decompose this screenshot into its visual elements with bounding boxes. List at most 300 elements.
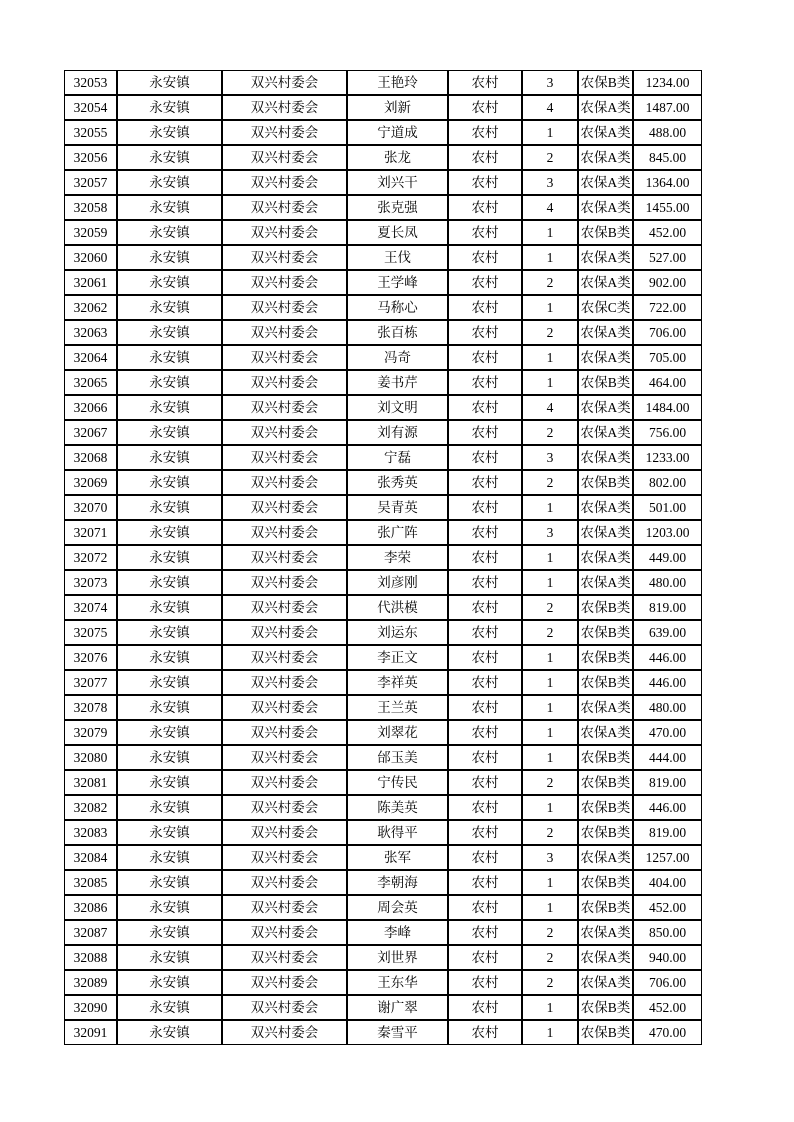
cell-residence: 农村 <box>448 720 522 745</box>
cell-village: 双兴村委会 <box>222 770 347 795</box>
table-row <box>64 795 702 820</box>
cell-town: 永安镇 <box>117 245 222 270</box>
cell-count: 1 <box>522 370 578 395</box>
cell-village: 双兴村委会 <box>222 220 347 245</box>
table-row <box>64 620 702 645</box>
table-row <box>64 95 702 120</box>
cell-town: 永安镇 <box>117 495 222 520</box>
cell-count: 2 <box>522 270 578 295</box>
cell-count: 1 <box>522 745 578 770</box>
cell-count: 4 <box>522 195 578 220</box>
cell-town: 永安镇 <box>117 170 222 195</box>
cell-town: 永安镇 <box>117 645 222 670</box>
cell-town: 永安镇 <box>117 370 222 395</box>
cell-name: 张百栋 <box>347 320 448 345</box>
cell-residence: 农村 <box>448 370 522 395</box>
cell-amount: 470.00 <box>633 1020 702 1045</box>
cell-id: 32076 <box>64 645 117 670</box>
cell-count: 2 <box>522 470 578 495</box>
cell-name: 刘新 <box>347 95 448 120</box>
cell-count: 3 <box>522 170 578 195</box>
cell-village: 双兴村委会 <box>222 245 347 270</box>
cell-town: 永安镇 <box>117 195 222 220</box>
cell-count: 2 <box>522 320 578 345</box>
cell-count: 1 <box>522 795 578 820</box>
table-row <box>64 845 702 870</box>
cell-amount: 446.00 <box>633 795 702 820</box>
cell-name: 王东华 <box>347 970 448 995</box>
cell-count: 1 <box>522 345 578 370</box>
table-row <box>64 695 702 720</box>
cell-residence: 农村 <box>448 445 522 470</box>
cell-village: 双兴村委会 <box>222 345 347 370</box>
cell-id: 32072 <box>64 545 117 570</box>
cell-residence: 农村 <box>448 145 522 170</box>
cell-amount: 480.00 <box>633 695 702 720</box>
cell-town: 永安镇 <box>117 220 222 245</box>
cell-name: 马称心 <box>347 295 448 320</box>
cell-count: 2 <box>522 770 578 795</box>
cell-name: 刘兴干 <box>347 170 448 195</box>
cell-town: 永安镇 <box>117 845 222 870</box>
cell-insurance_type: 农保B类 <box>578 820 633 845</box>
cell-amount: 404.00 <box>633 870 702 895</box>
cell-name: 宁道成 <box>347 120 448 145</box>
cell-residence: 农村 <box>448 295 522 320</box>
cell-amount: 1484.00 <box>633 395 702 420</box>
table-row <box>64 495 702 520</box>
cell-residence: 农村 <box>448 520 522 545</box>
cell-village: 双兴村委会 <box>222 470 347 495</box>
table-row <box>64 970 702 995</box>
cell-residence: 农村 <box>448 670 522 695</box>
cell-town: 永安镇 <box>117 695 222 720</box>
cell-residence: 农村 <box>448 595 522 620</box>
cell-village: 双兴村委会 <box>222 895 347 920</box>
cell-amount: 802.00 <box>633 470 702 495</box>
cell-amount: 845.00 <box>633 145 702 170</box>
cell-id: 32089 <box>64 970 117 995</box>
cell-insurance_type: 农保A类 <box>578 395 633 420</box>
cell-village: 双兴村委会 <box>222 570 347 595</box>
cell-id: 32075 <box>64 620 117 645</box>
cell-amount: 501.00 <box>633 495 702 520</box>
cell-residence: 农村 <box>448 320 522 345</box>
cell-town: 永安镇 <box>117 395 222 420</box>
records-table-body <box>64 70 702 1045</box>
cell-id: 32087 <box>64 920 117 945</box>
cell-village: 双兴村委会 <box>222 120 347 145</box>
cell-name: 夏长凤 <box>347 220 448 245</box>
cell-amount: 449.00 <box>633 545 702 570</box>
cell-count: 2 <box>522 145 578 170</box>
cell-village: 双兴村委会 <box>222 845 347 870</box>
cell-count: 1 <box>522 545 578 570</box>
cell-town: 永安镇 <box>117 770 222 795</box>
cell-amount: 1233.00 <box>633 445 702 470</box>
cell-amount: 1257.00 <box>633 845 702 870</box>
cell-name: 李正文 <box>347 645 448 670</box>
cell-amount: 480.00 <box>633 570 702 595</box>
cell-residence: 农村 <box>448 620 522 645</box>
cell-id: 32062 <box>64 295 117 320</box>
cell-amount: 902.00 <box>633 270 702 295</box>
cell-id: 32054 <box>64 95 117 120</box>
cell-name: 张秀英 <box>347 470 448 495</box>
cell-residence: 农村 <box>448 120 522 145</box>
cell-amount: 1455.00 <box>633 195 702 220</box>
cell-village: 双兴村委会 <box>222 95 347 120</box>
cell-name: 秦雪平 <box>347 1020 448 1045</box>
cell-residence: 农村 <box>448 470 522 495</box>
cell-amount: 756.00 <box>633 420 702 445</box>
table-row <box>64 445 702 470</box>
cell-name: 李祥英 <box>347 670 448 695</box>
cell-village: 双兴村委会 <box>222 195 347 220</box>
table-row <box>64 720 702 745</box>
cell-village: 双兴村委会 <box>222 1020 347 1045</box>
cell-name: 刘世界 <box>347 945 448 970</box>
cell-amount: 452.00 <box>633 895 702 920</box>
cell-count: 1 <box>522 120 578 145</box>
cell-count: 1 <box>522 995 578 1020</box>
cell-id: 32060 <box>64 245 117 270</box>
cell-village: 双兴村委会 <box>222 295 347 320</box>
cell-residence: 农村 <box>448 195 522 220</box>
cell-name: 李荣 <box>347 545 448 570</box>
cell-village: 双兴村委会 <box>222 670 347 695</box>
cell-amount: 705.00 <box>633 345 702 370</box>
cell-id: 32080 <box>64 745 117 770</box>
cell-insurance_type: 农保C类 <box>578 295 633 320</box>
cell-name: 冯奇 <box>347 345 448 370</box>
cell-amount: 940.00 <box>633 945 702 970</box>
cell-name: 姜书芹 <box>347 370 448 395</box>
cell-count: 1 <box>522 870 578 895</box>
cell-amount: 819.00 <box>633 595 702 620</box>
cell-name: 宁磊 <box>347 445 448 470</box>
cell-id: 32069 <box>64 470 117 495</box>
cell-count: 1 <box>522 495 578 520</box>
cell-insurance_type: 农保B类 <box>578 745 633 770</box>
cell-name: 张克强 <box>347 195 448 220</box>
cell-village: 双兴村委会 <box>222 645 347 670</box>
cell-name: 陈美英 <box>347 795 448 820</box>
cell-id: 32066 <box>64 395 117 420</box>
cell-count: 2 <box>522 620 578 645</box>
cell-id: 32065 <box>64 370 117 395</box>
cell-amount: 706.00 <box>633 970 702 995</box>
cell-name: 刘文明 <box>347 395 448 420</box>
cell-amount: 1364.00 <box>633 170 702 195</box>
cell-insurance_type: 农保A类 <box>578 945 633 970</box>
cell-count: 2 <box>522 420 578 445</box>
cell-insurance_type: 农保A类 <box>578 420 633 445</box>
cell-count: 2 <box>522 920 578 945</box>
cell-residence: 农村 <box>448 220 522 245</box>
cell-insurance_type: 农保A类 <box>578 345 633 370</box>
table-row <box>64 545 702 570</box>
table-row <box>64 220 702 245</box>
table-row <box>64 995 702 1020</box>
cell-amount: 1234.00 <box>633 70 702 95</box>
cell-count: 2 <box>522 970 578 995</box>
cell-town: 永安镇 <box>117 545 222 570</box>
cell-village: 双兴村委会 <box>222 520 347 545</box>
cell-town: 永安镇 <box>117 670 222 695</box>
cell-name: 谢广翠 <box>347 995 448 1020</box>
cell-residence: 农村 <box>448 870 522 895</box>
cell-id: 32070 <box>64 495 117 520</box>
cell-count: 1 <box>522 695 578 720</box>
cell-count: 3 <box>522 70 578 95</box>
cell-count: 1 <box>522 645 578 670</box>
table-row <box>64 270 702 295</box>
cell-residence: 农村 <box>448 395 522 420</box>
cell-name: 刘有源 <box>347 420 448 445</box>
cell-amount: 722.00 <box>633 295 702 320</box>
cell-insurance_type: 农保A类 <box>578 95 633 120</box>
cell-amount: 706.00 <box>633 320 702 345</box>
cell-name: 张广阵 <box>347 520 448 545</box>
cell-residence: 农村 <box>448 645 522 670</box>
cell-insurance_type: 农保B类 <box>578 1020 633 1045</box>
table-row <box>64 245 702 270</box>
cell-town: 永安镇 <box>117 70 222 95</box>
cell-insurance_type: 农保A类 <box>578 695 633 720</box>
cell-name: 宁传民 <box>347 770 448 795</box>
cell-residence: 农村 <box>448 245 522 270</box>
cell-insurance_type: 农保B类 <box>578 220 633 245</box>
cell-insurance_type: 农保A类 <box>578 520 633 545</box>
cell-amount: 470.00 <box>633 720 702 745</box>
cell-village: 双兴村委会 <box>222 395 347 420</box>
cell-village: 双兴村委会 <box>222 370 347 395</box>
cell-name: 王兰英 <box>347 695 448 720</box>
table-row <box>64 70 702 95</box>
cell-town: 永安镇 <box>117 920 222 945</box>
cell-town: 永安镇 <box>117 95 222 120</box>
table-row <box>64 1020 702 1045</box>
cell-id: 32085 <box>64 870 117 895</box>
cell-residence: 农村 <box>448 570 522 595</box>
table-row <box>64 345 702 370</box>
table-row <box>64 195 702 220</box>
cell-village: 双兴村委会 <box>222 495 347 520</box>
cell-insurance_type: 农保A类 <box>578 270 633 295</box>
cell-insurance_type: 农保B类 <box>578 70 633 95</box>
cell-village: 双兴村委会 <box>222 620 347 645</box>
cell-count: 4 <box>522 395 578 420</box>
cell-insurance_type: 农保A类 <box>578 920 633 945</box>
cell-insurance_type: 农保A类 <box>578 545 633 570</box>
cell-count: 1 <box>522 720 578 745</box>
cell-town: 永安镇 <box>117 745 222 770</box>
table-row <box>64 895 702 920</box>
cell-insurance_type: 农保A类 <box>578 195 633 220</box>
cell-village: 双兴村委会 <box>222 745 347 770</box>
cell-village: 双兴村委会 <box>222 145 347 170</box>
cell-amount: 527.00 <box>633 245 702 270</box>
cell-id: 32078 <box>64 695 117 720</box>
cell-id: 32086 <box>64 895 117 920</box>
cell-name: 刘运东 <box>347 620 448 645</box>
cell-count: 2 <box>522 595 578 620</box>
cell-insurance_type: 农保A类 <box>578 145 633 170</box>
cell-amount: 444.00 <box>633 745 702 770</box>
cell-village: 双兴村委会 <box>222 70 347 95</box>
cell-town: 永安镇 <box>117 145 222 170</box>
cell-name: 张龙 <box>347 145 448 170</box>
cell-insurance_type: 农保B类 <box>578 870 633 895</box>
table-row <box>64 395 702 420</box>
cell-id: 32068 <box>64 445 117 470</box>
cell-name: 李峰 <box>347 920 448 945</box>
cell-insurance_type: 农保B类 <box>578 645 633 670</box>
cell-village: 双兴村委会 <box>222 920 347 945</box>
cell-town: 永安镇 <box>117 870 222 895</box>
cell-name: 邰玉美 <box>347 745 448 770</box>
cell-town: 永安镇 <box>117 520 222 545</box>
cell-village: 双兴村委会 <box>222 945 347 970</box>
cell-residence: 农村 <box>448 845 522 870</box>
cell-id: 32056 <box>64 145 117 170</box>
cell-count: 4 <box>522 95 578 120</box>
cell-residence: 农村 <box>448 270 522 295</box>
cell-id: 32067 <box>64 420 117 445</box>
cell-insurance_type: 农保A类 <box>578 170 633 195</box>
cell-town: 永安镇 <box>117 970 222 995</box>
cell-town: 永安镇 <box>117 345 222 370</box>
cell-amount: 639.00 <box>633 620 702 645</box>
cell-count: 1 <box>522 1020 578 1045</box>
cell-residence: 农村 <box>448 745 522 770</box>
cell-amount: 446.00 <box>633 645 702 670</box>
cell-residence: 农村 <box>448 70 522 95</box>
cell-residence: 农村 <box>448 770 522 795</box>
cell-residence: 农村 <box>448 945 522 970</box>
table-row <box>64 470 702 495</box>
table-row <box>64 145 702 170</box>
cell-residence: 农村 <box>448 970 522 995</box>
cell-town: 永安镇 <box>117 445 222 470</box>
cell-town: 永安镇 <box>117 945 222 970</box>
cell-insurance_type: 农保B类 <box>578 995 633 1020</box>
cell-name: 吴青英 <box>347 495 448 520</box>
cell-insurance_type: 农保B类 <box>578 370 633 395</box>
cell-amount: 819.00 <box>633 770 702 795</box>
cell-id: 32088 <box>64 945 117 970</box>
cell-amount: 464.00 <box>633 370 702 395</box>
cell-town: 永安镇 <box>117 320 222 345</box>
cell-town: 永安镇 <box>117 570 222 595</box>
cell-insurance_type: 农保B类 <box>578 470 633 495</box>
cell-insurance_type: 农保B类 <box>578 670 633 695</box>
cell-count: 1 <box>522 570 578 595</box>
cell-name: 王伐 <box>347 245 448 270</box>
cell-residence: 农村 <box>448 820 522 845</box>
cell-village: 双兴村委会 <box>222 820 347 845</box>
table-row <box>64 645 702 670</box>
cell-id: 32064 <box>64 345 117 370</box>
cell-amount: 819.00 <box>633 820 702 845</box>
cell-insurance_type: 农保A类 <box>578 570 633 595</box>
cell-village: 双兴村委会 <box>222 970 347 995</box>
cell-amount: 1203.00 <box>633 520 702 545</box>
cell-residence: 农村 <box>448 1020 522 1045</box>
cell-village: 双兴村委会 <box>222 420 347 445</box>
table-row <box>64 295 702 320</box>
cell-id: 32083 <box>64 820 117 845</box>
cell-village: 双兴村委会 <box>222 595 347 620</box>
cell-id: 32063 <box>64 320 117 345</box>
cell-id: 32090 <box>64 995 117 1020</box>
table-row <box>64 820 702 845</box>
cell-town: 永安镇 <box>117 295 222 320</box>
cell-name: 刘彦刚 <box>347 570 448 595</box>
cell-insurance_type: 农保B类 <box>578 770 633 795</box>
cell-name: 王艳玲 <box>347 70 448 95</box>
cell-town: 永安镇 <box>117 1020 222 1045</box>
table-row <box>64 170 702 195</box>
cell-id: 32071 <box>64 520 117 545</box>
cell-id: 32082 <box>64 795 117 820</box>
cell-insurance_type: 农保B类 <box>578 795 633 820</box>
cell-count: 1 <box>522 220 578 245</box>
cell-id: 32074 <box>64 595 117 620</box>
cell-town: 永安镇 <box>117 820 222 845</box>
cell-village: 双兴村委会 <box>222 270 347 295</box>
cell-insurance_type: 农保A类 <box>578 970 633 995</box>
table-row <box>64 595 702 620</box>
cell-village: 双兴村委会 <box>222 695 347 720</box>
cell-amount: 452.00 <box>633 995 702 1020</box>
table-row <box>64 770 702 795</box>
cell-village: 双兴村委会 <box>222 795 347 820</box>
cell-amount: 446.00 <box>633 670 702 695</box>
cell-residence: 农村 <box>448 170 522 195</box>
cell-residence: 农村 <box>448 920 522 945</box>
table-row <box>64 870 702 895</box>
cell-name: 代洪模 <box>347 595 448 620</box>
table-row <box>64 920 702 945</box>
cell-residence: 农村 <box>448 345 522 370</box>
cell-insurance_type: 农保A类 <box>578 445 633 470</box>
cell-insurance_type: 农保A类 <box>578 245 633 270</box>
cell-residence: 农村 <box>448 995 522 1020</box>
cell-count: 2 <box>522 820 578 845</box>
cell-id: 32053 <box>64 70 117 95</box>
cell-id: 32059 <box>64 220 117 245</box>
cell-residence: 农村 <box>448 420 522 445</box>
cell-count: 1 <box>522 895 578 920</box>
cell-id: 32055 <box>64 120 117 145</box>
cell-insurance_type: 农保B类 <box>578 595 633 620</box>
cell-town: 永安镇 <box>117 895 222 920</box>
cell-id: 32084 <box>64 845 117 870</box>
cell-id: 32058 <box>64 195 117 220</box>
cell-insurance_type: 农保A类 <box>578 120 633 145</box>
cell-count: 1 <box>522 245 578 270</box>
cell-amount: 850.00 <box>633 920 702 945</box>
cell-insurance_type: 农保A类 <box>578 845 633 870</box>
cell-village: 双兴村委会 <box>222 320 347 345</box>
cell-town: 永安镇 <box>117 420 222 445</box>
cell-village: 双兴村委会 <box>222 170 347 195</box>
table-row <box>64 945 702 970</box>
cell-residence: 农村 <box>448 95 522 120</box>
cell-insurance_type: 农保A类 <box>578 320 633 345</box>
